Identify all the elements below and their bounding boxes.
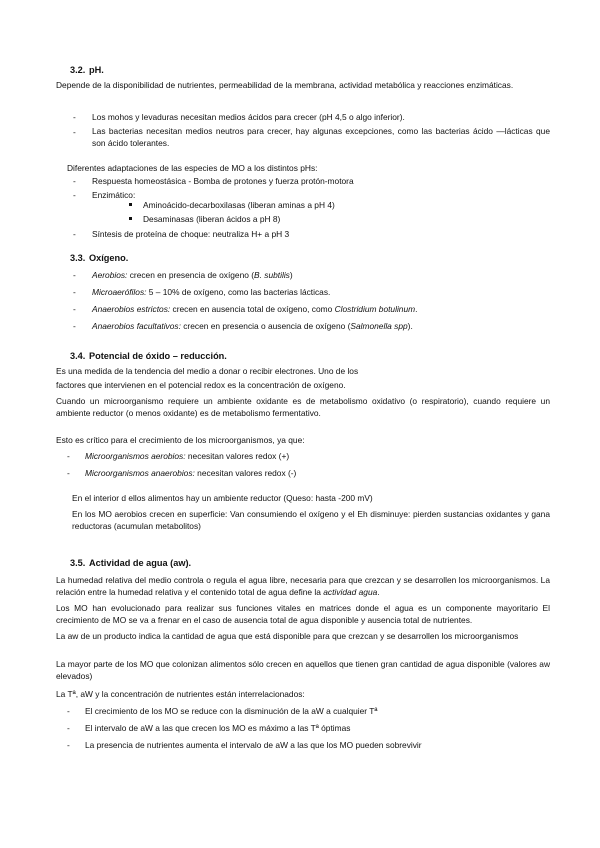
ph-adaptations-intro: Diferentes adaptaciones de las especies de MO a los distintos pHs:	[67, 163, 318, 173]
bullet-dash: -	[73, 176, 76, 186]
bullet-dash: -	[73, 127, 76, 137]
bullet-dash: -	[67, 740, 70, 750]
section-heading-water-activity: 3.5. Actividad de agua (aw).	[70, 558, 192, 568]
aw-bullet-optimal-temperature: El intervalo de aW a las que crecen los MO es máximo a las Tª óptimas	[85, 723, 351, 733]
oxygen-aerobios: Aerobios: crecen en presencia de oxígeno (B. subtilis)	[92, 270, 293, 280]
ph-adaptation-enzymatic: Enzimático:	[92, 190, 136, 200]
ph-intro: Depende de la disponibilidad de nutrientes, permeabilidad de la membrana, actividad metabólica y reacciones enzimáticas.	[56, 80, 514, 90]
ph-enzyme-deaminases: Desaminasas (liberan ácidos a pH 8)	[143, 214, 281, 224]
bullet-dash: -	[67, 723, 70, 733]
aw-interrelation-intro: La Tª, aW y la concentración de nutrientes están interrelacionados:	[56, 689, 305, 699]
ph-adaptation-homeostatic: Respuesta homeostásica - Bomba de protones y fuerza protón-motora	[92, 176, 354, 186]
bullet-dash: -	[73, 190, 76, 200]
oxygen-microaerofilos: Microaerófilos: 5 – 10% de oxígeno, como las bacterias lácticas.	[92, 287, 331, 297]
oxygen-anaerobios-estrictos: Anaerobios estrictos: crecen en ausencia total de oxígeno, como Clostridium botulinum.	[92, 304, 418, 314]
aw-paragraph-evolution: Los MO han evolucionado para realizar sus funciones vitales en matrices donde el agua es un componente mayoritario El crecimiento de MO se va a frenar en el caso de ausencia total de agua disponible y ausencia total de nutrientes.	[56, 603, 550, 625]
bullet-dash: -	[73, 287, 76, 297]
redox-definition-line2: factores que intervienen en el potencial redox es la concentración de oxígeno.	[56, 380, 346, 390]
ph-bullet-mohos: Los mohos y levaduras necesitan medios ácidos para crecer (pH 4,5 o algo inferior).	[92, 112, 405, 122]
redox-anaerobic-organisms: Microorganismos anaerobios: necesitan valores redox (-)	[85, 468, 297, 478]
oxygen-anaerobios-facultativos: Anaerobios facultativos: crecen en presencia o ausencia de oxígeno (Salmonella spp).	[92, 321, 413, 331]
redox-critical-intro: Esto es crítico para el crecimiento de los microorganismos, ya que:	[56, 435, 305, 445]
aw-paragraph-colonization: La mayor parte de los MO que colonizan alimentos sólo crecen en aquellos que tienen gran cantidad de agua disponible (valores aw elevados)	[56, 659, 550, 681]
ph-bullet-bacterias: Las bacterias necesitan medios neutros para crecer, hay algunas excepciones, como las bacterias ácido —lácticas que son ácido tolerantes.	[92, 126, 550, 148]
bullet-dash: -	[73, 270, 76, 280]
redox-food-interior: En el interior d ellos alimentos hay un ambiente reductor (Queso: hasta -200 mV)	[72, 493, 373, 503]
bullet-dash: -	[73, 229, 76, 239]
bullet-dash: -	[67, 468, 70, 478]
aw-paragraph-humidity: La humedad relativa del medio controla o regula el agua libre, necesaria para que crezcan y se desarrollen los microorganismos. La relación entre la humedad relativa y el contenido total de agua define la actividad agua.	[56, 575, 550, 597]
square-bullet-icon	[129, 203, 132, 206]
aw-bullet-growth-reduction: El crecimiento de los MO se reduce con la disminución de la aW a cualquier Tª	[85, 706, 378, 716]
ph-adaptation-shock-protein: Síntesis de proteína de choque: neutraliza H+ a pH 3	[92, 229, 290, 239]
section-heading-ph: 3.2. pH.	[70, 65, 104, 75]
square-bullet-icon	[129, 217, 132, 220]
bullet-dash: -	[67, 706, 70, 716]
ph-enzyme-decarboxylases: Aminoácido-decarboxilasas (liberan aminas a pH 4)	[143, 200, 335, 210]
redox-surface-growth: En los MO aerobios crecen en superficie: Van consumiendo el oxígeno y el Eh disminuye: pierden sustancias oxidantes y gana reductoras (acumulan metabolitos)	[72, 509, 550, 531]
bullet-dash: -	[73, 304, 76, 314]
bullet-dash: -	[73, 321, 76, 331]
aw-bullet-nutrients: La presencia de nutrientes aumenta el intervalo de aW a las que los MO pueden sobrevivir	[85, 740, 422, 750]
redox-aerobic-organisms: Microorganismos aerobios: necesitan valores redox (+)	[85, 451, 290, 461]
redox-metabolism-paragraph: Cuando un microorganismo requiere un ambiente oxidante es de metabolismo oxidativo (o respiratorio), cuando requiere un ambiente reductor (o menos oxidante) es de metabolismo fermentativo.	[56, 396, 550, 418]
section-heading-oxygen: 3.3. Oxígeno.	[70, 253, 129, 263]
bullet-dash: -	[67, 451, 70, 461]
redox-definition-line1: Es una medida de la tendencia del medio a donar o recibir electrones. Uno de los	[56, 366, 359, 376]
section-heading-redox: 3.4. Potencial de óxido – reducción.	[70, 351, 227, 361]
aw-paragraph-definition: La aw de un producto indica la cantidad de agua que está disponible para que crezcan y se desarrollen los microorganismos	[56, 631, 519, 641]
bullet-dash: -	[73, 112, 76, 122]
